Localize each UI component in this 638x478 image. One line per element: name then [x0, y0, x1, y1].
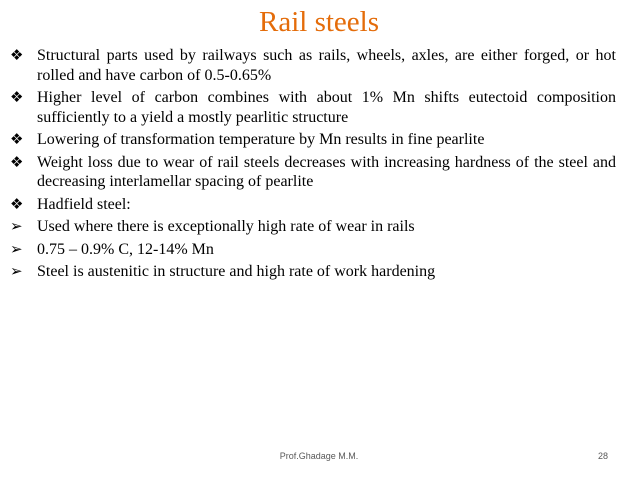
bullet-text: Structural parts used by railways such as rails, wheels, axles, are either forged, or hot rolled and have carbon of 0.5-0.65%: [37, 47, 616, 84]
bullet-item: [10, 240, 616, 260]
bullet-item: [10, 195, 616, 215]
arrowhead-bullet-icon: ➢: [10, 217, 23, 235]
four-diamond-bullet-icon: ❖: [10, 130, 24, 148]
slide-title: Rail steels: [258, 6, 379, 38]
bullet-list: [10, 46, 616, 285]
arrowhead-bullet-icon: ➢: [10, 239, 23, 258]
bullet-item: [10, 130, 616, 150]
bullet-item: [10, 262, 616, 282]
bullet-text: Used where there is exceptionally high rate of wear in rails: [37, 218, 415, 235]
bullet-text: Lowering of transformation temperature by Mn results in fine pearlite: [37, 131, 485, 148]
bullet-item: [10, 153, 616, 192]
four-diamond-bullet-icon: ❖: [10, 194, 24, 213]
four-diamond-bullet-icon: ❖: [10, 88, 24, 106]
bullet-text: Steel is austenitic in structure and high rate of work hardening: [37, 263, 436, 280]
bullet-text: Higher level of carbon combines with about 1% Mn shifts eutectoid composition sufficiently to a yield a mostly pearlitic structure: [37, 89, 616, 126]
four-diamond-bullet-icon: ❖: [10, 152, 24, 171]
arrowhead-bullet-icon: ➢: [10, 262, 23, 280]
bullet-text: 0.75 – 0.9% C, 12-14% Mn: [37, 240, 214, 258]
page-number: 28: [597, 451, 608, 461]
bullet-item: [10, 46, 616, 85]
bullet-item: [10, 217, 616, 237]
bullet-item: [10, 88, 616, 127]
bullet-text: Hadfield steel:: [37, 195, 131, 213]
bullet-text: Weight loss due to wear of rail steels decreases with increasing hardness of the steel and decreasing interlamellar spacing of pearlite: [37, 153, 616, 190]
four-diamond-bullet-icon: ❖: [10, 46, 24, 64]
footer-author: Prof.Ghadage M.M.: [279, 451, 359, 461]
